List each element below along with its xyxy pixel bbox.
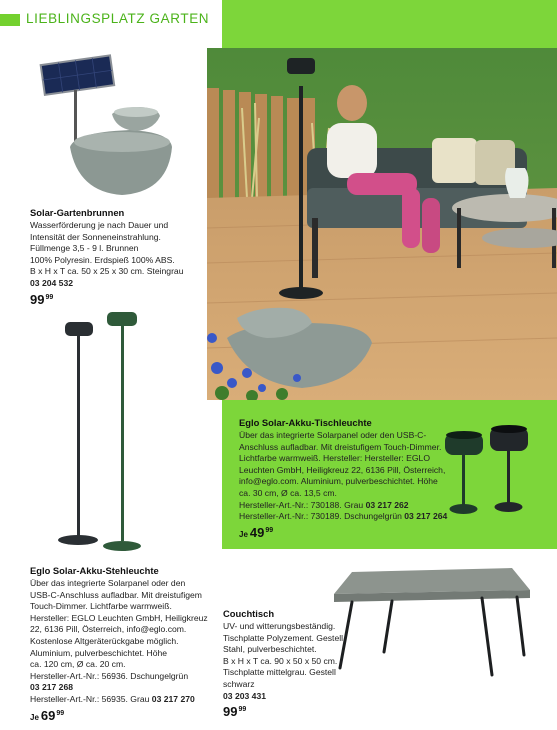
floor-lamp-line: USB-C-Anschluss aufladbar. Mit dreistufigem — [30, 589, 202, 600]
solar-fountain-image — [30, 52, 180, 200]
floor-lamps-image — [55, 310, 145, 560]
couchtisch-line: B x H x T ca. 90 x 50 x 50 cm. — [223, 655, 338, 666]
table-lamp-line: Lichtfarbe warmweiß. Hersteller: Hersteller: EGLO — [239, 453, 431, 464]
couchtisch-price: $99^{99}$ — [223, 704, 247, 720]
table-lamps-image — [440, 425, 535, 520]
fountain-line: 100% Polyresin. Erdspieß 100% ABS. — [30, 254, 175, 265]
table-lamp-variant-grey: Hersteller-Art.-Nr.: 730188. Grau 03 217 262 — [239, 499, 409, 510]
floor-lamp-line: 22, 6136 Pill, Österreich, info@eglo.com. — [30, 624, 187, 635]
fountain-line: B x H x T ca. 50 x 25 x 30 cm. Steingrau — [30, 266, 184, 277]
floor-lamp-line: Über das integrierte Solarpanel oder den — [30, 578, 186, 588]
couchtisch-image — [332, 560, 532, 680]
page-header — [0, 0, 222, 48]
floor-lamp-title: Eglo Solar-Akku-Stehleuchte — [30, 565, 159, 576]
floor-lamp-description — [30, 565, 220, 723]
page-title: LIEBLINGSPLATZ GARTEN — [26, 11, 210, 26]
floor-lamp-line: Hersteller: EGLO Leuchten GmbH, Heiligkreuz — [30, 612, 208, 623]
couchtisch-title: Couchtisch — [223, 608, 275, 619]
table-lamp-variant-green: Hersteller-Art.-Nr.: 730189. Dschungelgrün 03 217 264 — [239, 511, 448, 522]
fountain-line: Füllmenge 3,5 - 9 l. Brunnen — [30, 243, 139, 254]
fountain-line: Wasserförderung je nach Dauer und — [30, 220, 169, 230]
floor-lamp-price: Je $69^{99}$ — [30, 707, 65, 723]
couchtisch-line: Tischplatte Polyzement. Gestell — [223, 632, 344, 643]
fountain-description — [30, 207, 220, 305]
table-lamp-line: Leuchten GmbH, Heiligkreuz 22, 6136 Pill, Österreich, — [239, 464, 446, 475]
table-lamp-line: info@eglo.com. Aluminium, pulverbeschichtet. Höhe — [239, 476, 438, 487]
floor-lamp-variant-grey: Hersteller-Art.-Nr.: 56935. Grau 03 217 270 — [30, 693, 195, 704]
floor-lamp-variant-green-article: 03 217 268 — [30, 682, 74, 693]
couchtisch-description — [223, 608, 353, 718]
floor-lamp-line: Kostenlose Altgeräterückgabe möglich. — [30, 635, 179, 646]
floor-lamp-line: Aluminium, pulverbeschichtet. Höhe — [30, 647, 168, 658]
table-lamp-title: Eglo Solar-Akku-Tischleuchte — [239, 417, 372, 428]
couchtisch-line: schwarz — [223, 678, 255, 689]
fountain-line: Intensität der Sonneneinstrahlung. — [30, 231, 161, 242]
header-accent-bar — [0, 14, 20, 26]
table-lamp-price: Je $49^{99}$ — [239, 524, 274, 540]
couchtisch-line: UV- und witterungsbeständig. — [223, 621, 336, 631]
couchtisch-line: Tischplatte mittelgrau. Gestell — [223, 667, 336, 678]
table-lamp-line: Über das integrierte Solarpanel oder den USB-C- — [239, 430, 427, 440]
table-lamp-line: Anschluss aufladbar. Mit dreistufigem Touch-Dimmer. — [239, 441, 442, 452]
floor-lamp-variant-green: Hersteller-Art.-Nr.: 56936. Dschungelgrün — [30, 670, 189, 681]
couchtisch-article-number: 03 203 431 — [223, 690, 267, 701]
couchtisch-line: Stahl, pulverbeschichtet. — [223, 644, 317, 655]
fountain-article-number: 03 204 532 — [30, 277, 74, 288]
floor-lamp-line: ca. 120 cm, Ø ca. 20 cm. — [30, 659, 126, 670]
table-lamp-description — [239, 417, 454, 540]
lifestyle-photo — [207, 48, 557, 400]
floor-lamp-line: Touch-Dimmer. Lichtfarbe warmweiß. — [30, 601, 172, 612]
fountain-title: Solar-Gartenbrunnen — [30, 207, 125, 218]
table-lamp-line: ca. 30 cm, Ø ca. 13,5 cm. — [239, 487, 337, 498]
fountain-price: $99^{99}$ — [30, 291, 54, 307]
